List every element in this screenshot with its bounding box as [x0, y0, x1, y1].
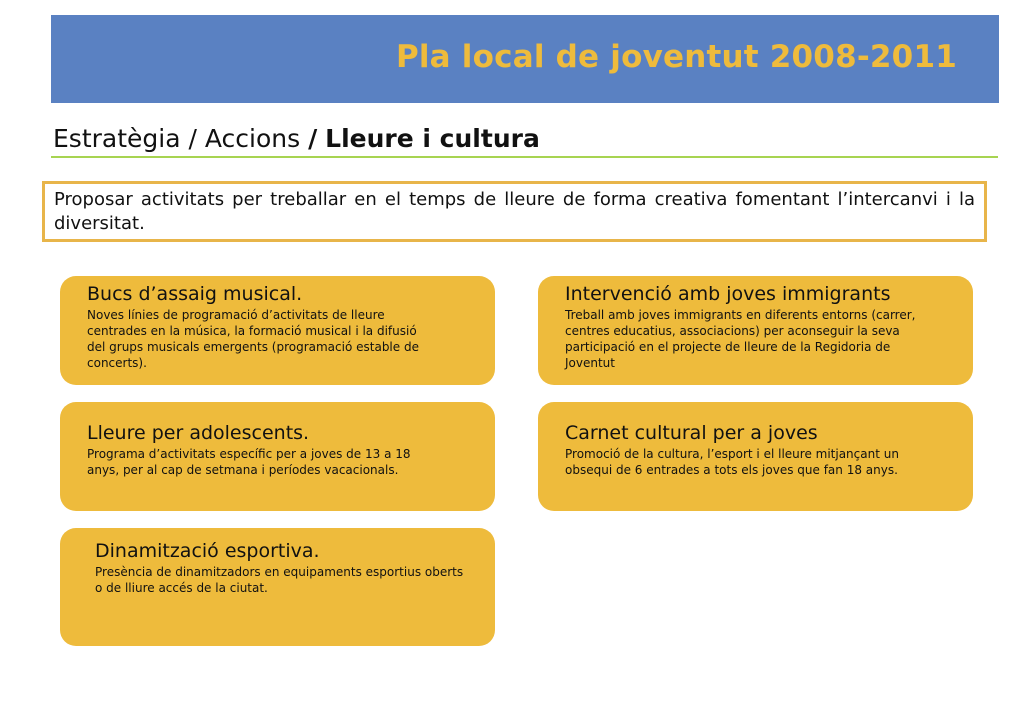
action-card-sports-dynamization: [60, 528, 495, 646]
section-divider: [51, 156, 998, 158]
breadcrumb-section: Estratègia / Accions: [53, 124, 301, 153]
card-title: Bucs d’assaig musical.: [87, 283, 303, 305]
card-title: Intervenció amb joves immigrants: [565, 283, 891, 305]
breadcrumb: [53, 124, 540, 153]
action-card-teen-leisure: [60, 402, 495, 511]
page-title: Pla local de joventut 2008-2011: [395, 39, 957, 75]
objective-text: Proposar activitats per treballar en el temps de lleure de forma creativa fomentant l’intercanvi i la diversitat.: [54, 189, 975, 234]
action-card-immigrant-youth: [538, 276, 973, 385]
action-card-musical-rehearsal: [60, 276, 495, 385]
objective-box: [42, 181, 987, 242]
breadcrumb-current: Lleure i cultura: [325, 124, 540, 153]
action-card-cultural-card: [538, 402, 973, 511]
card-title: Dinamització esportiva.: [95, 540, 320, 562]
card-description: Noves línies de programació d’activitats de lleure centrades en la música, la formació musical i la difusió del grups musicals emergents (programació estable de concerts).: [87, 308, 419, 370]
header-band: [51, 15, 999, 103]
card-description: Presència de dinamitzadors en equipaments esportius oberts o de lliure accés de la ciutat.: [95, 565, 464, 595]
card-description: Promoció de la cultura, l’esport i el lleure mitjançant un obsequi de 6 entrades a tots els joves que fan 18 anys.: [565, 447, 899, 477]
card-description: Programa d’activitats específic per a joves de 13 a 18 anys, per al cap de setmana i períodes vacacionals.: [87, 447, 411, 477]
breadcrumb-separator: /: [308, 124, 318, 153]
card-description: Treball amb joves immigrants en diferents entorns (carrer, centres educatius, associacions) per aconseguir la seva participació en el projecte de lleure de la Regidoria de Joventut: [565, 308, 916, 370]
card-title: Carnet cultural per a joves: [565, 422, 818, 444]
card-title: Lleure per adolescents.: [87, 422, 310, 444]
